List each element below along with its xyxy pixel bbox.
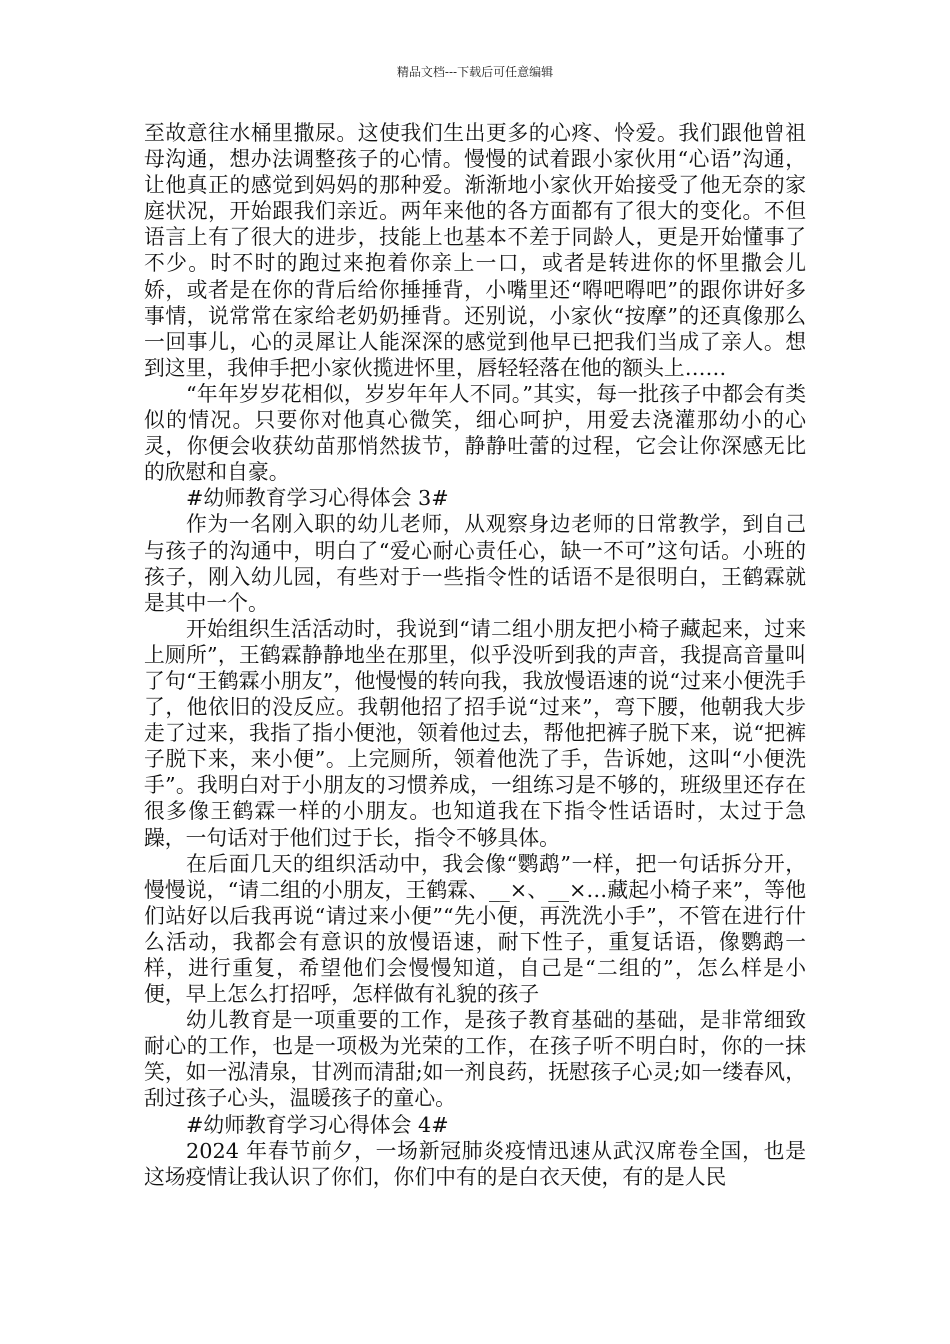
paragraph-5: 在后面几天的组织活动中，我会像“鹦鹉”一样，把一句话拆分开，慢慢说，“请二组的小朋友，王鹤霖、__×、__×…藏起小椅子来”，等他们站好以后我再说“请过来小便”“先小便，再洗洗小手”，不管在进行什么活动，我都会有意识的放慢语速，耐下性子，重复话语，像鹦鹉一样，进行重复，希望他们会慢慢知道，自己是“二组的”，怎么样是小便，早上怎么打招呼，怎样做有礼貌的孩子 — [144, 851, 806, 1007]
document-body — [144, 120, 806, 1190]
paragraph-7: 2024 年春节前夕，一场新冠肺炎疫情迅速从武汉席卷全国，也是这场疫情让我认识了你们，你们中有的是白衣天使，有的是人民 — [144, 1138, 806, 1189]
page-header: 精品文档---下载后可任意编辑 — [396, 65, 554, 79]
section-heading-3: #幼师教育学习心得体会 3# — [186, 486, 449, 511]
paragraph-3: 作为一名刚入职的幼儿老师，从观察身边老师的日常教学，到自己与孩子的沟通中，明白了“爱心耐心责任心，缺一不可”这句话。小班的孩子，刚入幼儿园，有些对于一些指令性的话语不是很明白，王鹤霖就是其中一个。 — [144, 512, 806, 615]
paragraph-4: 开始组织生活活动时，我说到“请二组小朋友把小椅子藏起来，过来上厕所”，王鹤霖静静地坐在那里，似乎没听到我的声音，我提高音量叫了句“王鹤霖小朋友”，他慢慢的转向我，我放慢语速的说“过来小便洗手了，他依旧的没反应。我朝他招了招手说“过来”，弯下腰，他朝我大步走了过来，我指了指小便池，领着他过去，帮他把裤子脱下来，说“把裤子脱下来，来小便”。上完厕所，领着他洗了手，告诉她，这叫“小便洗手”。我明白对于小朋友的习惯养成，一组练习是不够的，班级里还存在很多像王鹤霖一样的小朋友。也知道我在下指令性话语时，太过于急躁，一句话对于他们过于长，指令不够具体。 — [144, 616, 806, 850]
paragraph-6: 幼儿教育是一项重要的工作，是孩子教育基础的基础，是非常细致耐心的工作，也是一项极为光荣的工作，在孩子听不明白时，你的一抹笑，如一泓清泉，甘冽而清甜;如一剂良药，抚慰孩子心灵;如一缕春风，刮过孩子心头，温暖孩子的童心。 — [144, 1008, 806, 1111]
paragraph-2: “年年岁岁花相似，岁岁年年人不同。”其实，每一批孩子中都会有类似的情况。只要你对他真心微笑，细心呵护，用爱去浇灌那幼小的心灵，你便会收获幼苗那悄然拔节，静静吐蕾的过程，它会让你深感无比的欣慰和自豪。 — [144, 381, 806, 485]
section-heading-4: #幼师教育学习心得体会 4# — [186, 1112, 449, 1137]
paragraph-1: 至故意往水桶里撒尿。这使我们生出更多的心疼、怜爱。我们跟他曾祖母沟通，想办法调整孩子的心情。慢慢的试着跟小家伙用“心语”沟通，让他真正的感觉到妈妈的那种爱。渐渐地小家伙开始接受了他无奈的家庭状况，开始跟我们亲近。两年来他的各方面都有了很大的变化。不但语言上有了很大的进步，技能上也基本不差于同龄人，更是开始懂事了不少。时不时的跑过来抱着你亲上一口，或者是转进你的怀里撒会儿娇，或者是在你的背后给你捶捶背，小嘴里还“嘚吧嘚吧”的跟你讲好多事情，说常常在家给老奶奶捶背。还别说，小家伙“按摩”的还真像那么一回事儿，心的灵犀让人能深深的感觉到他早已把我们当成了亲人。想到这里，我伸手把小家伙揽进怀里，唇轻轻落在他的额头上…… — [144, 121, 806, 380]
